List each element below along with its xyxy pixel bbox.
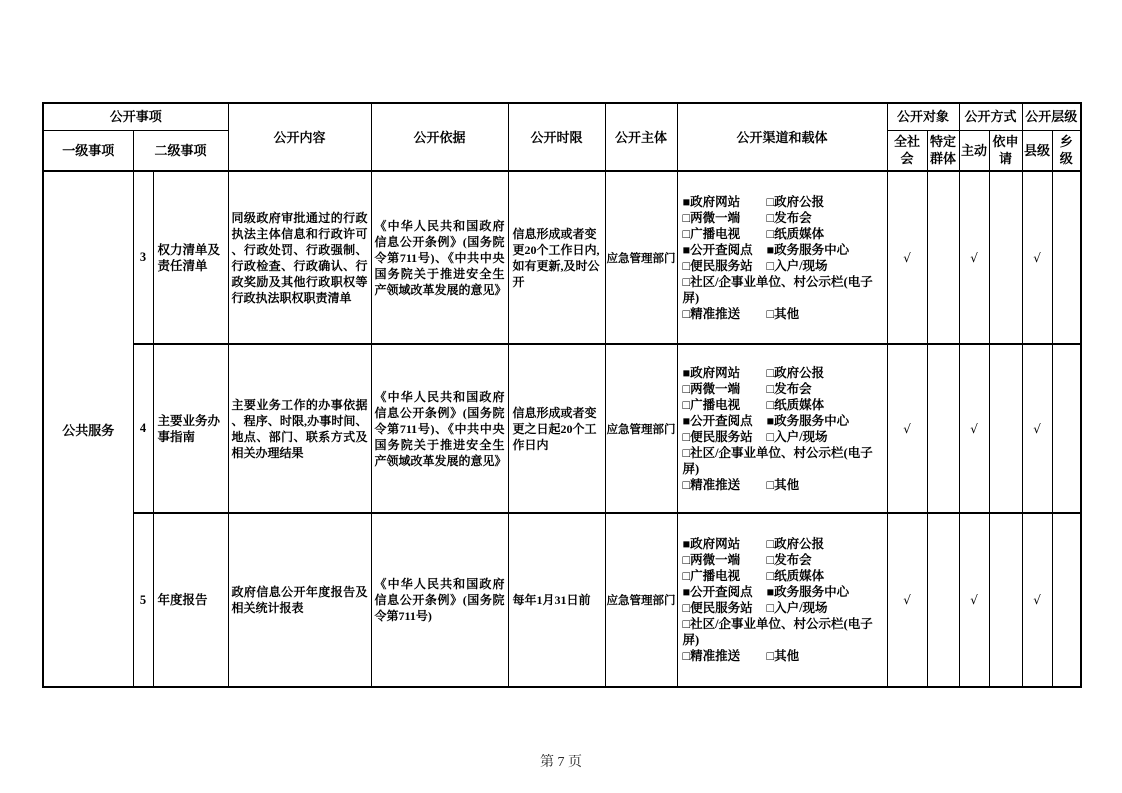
channel-line — [683, 210, 882, 226]
header-subject: 公开主体 — [605, 103, 677, 171]
check-cell-specific-groups — [927, 344, 959, 513]
header-county-level: 县级 — [1022, 130, 1052, 171]
check-cell-all-society: √ — [887, 344, 927, 513]
channel-line — [683, 258, 882, 274]
check-cell-proactive: √ — [959, 171, 989, 344]
table-header — [43, 103, 1081, 171]
check-cell-all-society: √ — [887, 513, 927, 687]
channel-checkbox-item: ■政务服务中心 — [766, 585, 850, 599]
subject-cell: 应急管理部门 — [605, 171, 677, 344]
header-row-1 — [43, 103, 1081, 130]
content-cell: 同级政府审批通过的行政执法主体信息和行政许可、行政处罚、行政强制、行政检查、行政确认、行政奖励及其他行政职权等行政执法职权职责清单 — [228, 171, 371, 344]
level2-item-cell: 主要业务办事指南 — [153, 344, 228, 513]
channel-line — [683, 226, 882, 242]
channel-checkbox-item: □精准推送 — [682, 306, 741, 321]
channel-checkbox-item: □发布会 — [766, 553, 812, 567]
channel-checkbox-item: □两微一端 — [682, 553, 741, 567]
subject-cell: 应急管理部门 — [605, 513, 677, 687]
header-public-items-group: 公开事项 — [43, 103, 228, 130]
channel-checkbox-item: □便民服务站 — [682, 258, 753, 273]
channel-checkbox-item: ■公开查阅点 — [682, 585, 753, 599]
channel-checkbox-item: ■公开查阅点 — [682, 242, 753, 257]
channel-checkbox-item: □便民服务站 — [682, 601, 753, 615]
channel-line — [683, 194, 882, 210]
channel-line — [683, 274, 882, 306]
channel-checkbox-item: ■政府网站 — [682, 365, 741, 380]
channel-checkbox-item: ■公开查阅点 — [682, 413, 753, 428]
channel-line — [683, 306, 882, 322]
level2-item-cell: 年度报告 — [153, 513, 228, 687]
check-cell-specific-groups — [927, 513, 959, 687]
channel-line — [683, 397, 882, 413]
header-proactive: 主动 — [959, 130, 989, 171]
channel-line — [683, 616, 882, 648]
check-cell-upon-request — [989, 171, 1022, 344]
channel-line — [683, 584, 882, 600]
channel-line — [683, 568, 882, 584]
channel-line — [683, 552, 882, 568]
check-cell-all-society: √ — [887, 171, 927, 344]
channel-checkbox-item: □纸质媒体 — [766, 226, 825, 241]
time-limit-cell: 每年1月31日前 — [508, 513, 605, 687]
row-number-cell: 4 — [133, 344, 153, 513]
table-body — [43, 171, 1081, 687]
check-cell-upon-request — [989, 344, 1022, 513]
channel-line — [683, 536, 882, 552]
header-audience-group: 公开对象 — [887, 103, 959, 130]
channel-checkbox-item: □其他 — [766, 306, 800, 321]
header-level1-item: 一级事项 — [43, 130, 133, 171]
channel-checkbox-item: □广播电视 — [682, 226, 741, 241]
basis-cell: 《中华人民共和国政府信息公开条例》(国务院令第711号) — [371, 513, 508, 687]
channel-line — [683, 648, 882, 664]
channels-cell — [677, 171, 887, 344]
disclosure-table — [42, 102, 1082, 688]
row-number-cell: 3 — [133, 171, 153, 344]
channels-cell — [677, 513, 887, 687]
channel-checkbox-item: □精准推送 — [682, 649, 741, 663]
check-cell-county: √ — [1022, 171, 1052, 344]
check-cell-upon-request — [989, 513, 1022, 687]
header-upon-request: 依申请 — [989, 130, 1022, 171]
channel-checkbox-item: □纸质媒体 — [766, 569, 825, 583]
header-level2-item: 二级事项 — [133, 130, 228, 171]
header-method-group: 公开方式 — [959, 103, 1022, 130]
header-all-society: 全社会 — [887, 130, 927, 171]
header-content: 公开内容 — [228, 103, 371, 171]
channel-checkbox-item: □发布会 — [766, 381, 812, 396]
channel-checkbox-item: □广播电视 — [682, 397, 741, 412]
channel-line — [683, 445, 882, 477]
channel-checkbox-item: □精准推送 — [682, 477, 741, 492]
channel-line — [683, 413, 882, 429]
subject-cell: 应急管理部门 — [605, 344, 677, 513]
header-specific-groups: 特定群体 — [927, 130, 959, 171]
header-channels: 公开渠道和载体 — [677, 103, 887, 171]
level1-item-cell: 公共服务 — [43, 171, 133, 687]
channel-checkbox-item: □政府公报 — [766, 194, 825, 209]
channel-checkbox-item: □两微一端 — [682, 381, 741, 396]
channel-checkbox-item: □广播电视 — [682, 569, 741, 583]
time-limit-cell: 信息形成或者变更之日起20个工作日内 — [508, 344, 605, 513]
channel-checkbox-item: □社区/企事业单位、村公示栏(电子屏) — [682, 445, 873, 476]
check-cell-township — [1052, 344, 1081, 513]
channel-checkbox-item: ■政府网站 — [682, 194, 741, 209]
basis-cell: 《中华人民共和国政府信息公开条例》(国务院令第711号)、《中共中央 国务院关于推进安全生产领域改革发展的意见》 — [371, 171, 508, 344]
level2-item-cell: 权力清单及责任清单 — [153, 171, 228, 344]
channel-checkbox-item: ■政务服务中心 — [766, 413, 850, 428]
channel-checkbox-item: □发布会 — [766, 210, 812, 225]
table-row — [43, 513, 1081, 687]
channel-line — [683, 365, 882, 381]
row-number-cell: 5 — [133, 513, 153, 687]
channel-checkbox-item: □其他 — [766, 649, 800, 663]
channel-checkbox-item: □政府公报 — [766, 537, 825, 551]
check-cell-proactive: √ — [959, 344, 989, 513]
check-cell-township — [1052, 513, 1081, 687]
check-cell-county: √ — [1022, 513, 1052, 687]
header-township-level: 乡级 — [1052, 130, 1081, 171]
channel-checkbox-item: □入户/现场 — [766, 429, 828, 444]
channel-checkbox-item: □便民服务站 — [682, 429, 753, 444]
channel-checkbox-item: ■政府网站 — [682, 537, 741, 551]
basis-cell: 《中华人民共和国政府信息公开条例》(国务院令第711号)、《中共中央 国务院关于推进安全生产领域改革发展的意见》 — [371, 344, 508, 513]
header-time-limit: 公开时限 — [508, 103, 605, 171]
channel-checkbox-item: □纸质媒体 — [766, 397, 825, 412]
table-row — [43, 344, 1081, 513]
content-cell: 政府信息公开年度报告及相关统计报表 — [228, 513, 371, 687]
check-cell-township — [1052, 171, 1081, 344]
channel-checkbox-item: □入户/现场 — [766, 258, 828, 273]
time-limit-cell: 信息形成或者变更20个工作日内,如有更新,及时公开 — [508, 171, 605, 344]
content-cell: 主要业务工作的办事依据、程序、时限,办事时间、地点、部门、联系方式及相关办理结果 — [228, 344, 371, 513]
channel-checkbox-item: □社区/企事业单位、村公示栏(电子屏) — [682, 617, 873, 647]
channel-line — [683, 600, 882, 616]
channel-checkbox-item: ■政务服务中心 — [766, 242, 850, 257]
channel-checkbox-item: □两微一端 — [682, 210, 741, 225]
table-row — [43, 171, 1081, 344]
channel-checkbox-item: □社区/企事业单位、村公示栏(电子屏) — [682, 274, 873, 305]
channel-line — [683, 429, 882, 445]
channel-line — [683, 242, 882, 258]
channel-checkbox-item: □其他 — [766, 477, 800, 492]
check-cell-proactive: √ — [959, 513, 989, 687]
page-number: 第 7 页 — [540, 755, 582, 770]
channel-line — [683, 477, 882, 493]
header-basis: 公开依据 — [371, 103, 508, 171]
channel-checkbox-item: □入户/现场 — [766, 601, 828, 615]
check-cell-specific-groups — [927, 171, 959, 344]
header-level-group: 公开层级 — [1022, 103, 1081, 130]
check-cell-county: √ — [1022, 344, 1052, 513]
channel-checkbox-item: □政府公报 — [766, 365, 825, 380]
channel-line — [683, 381, 882, 397]
channels-cell — [677, 344, 887, 513]
